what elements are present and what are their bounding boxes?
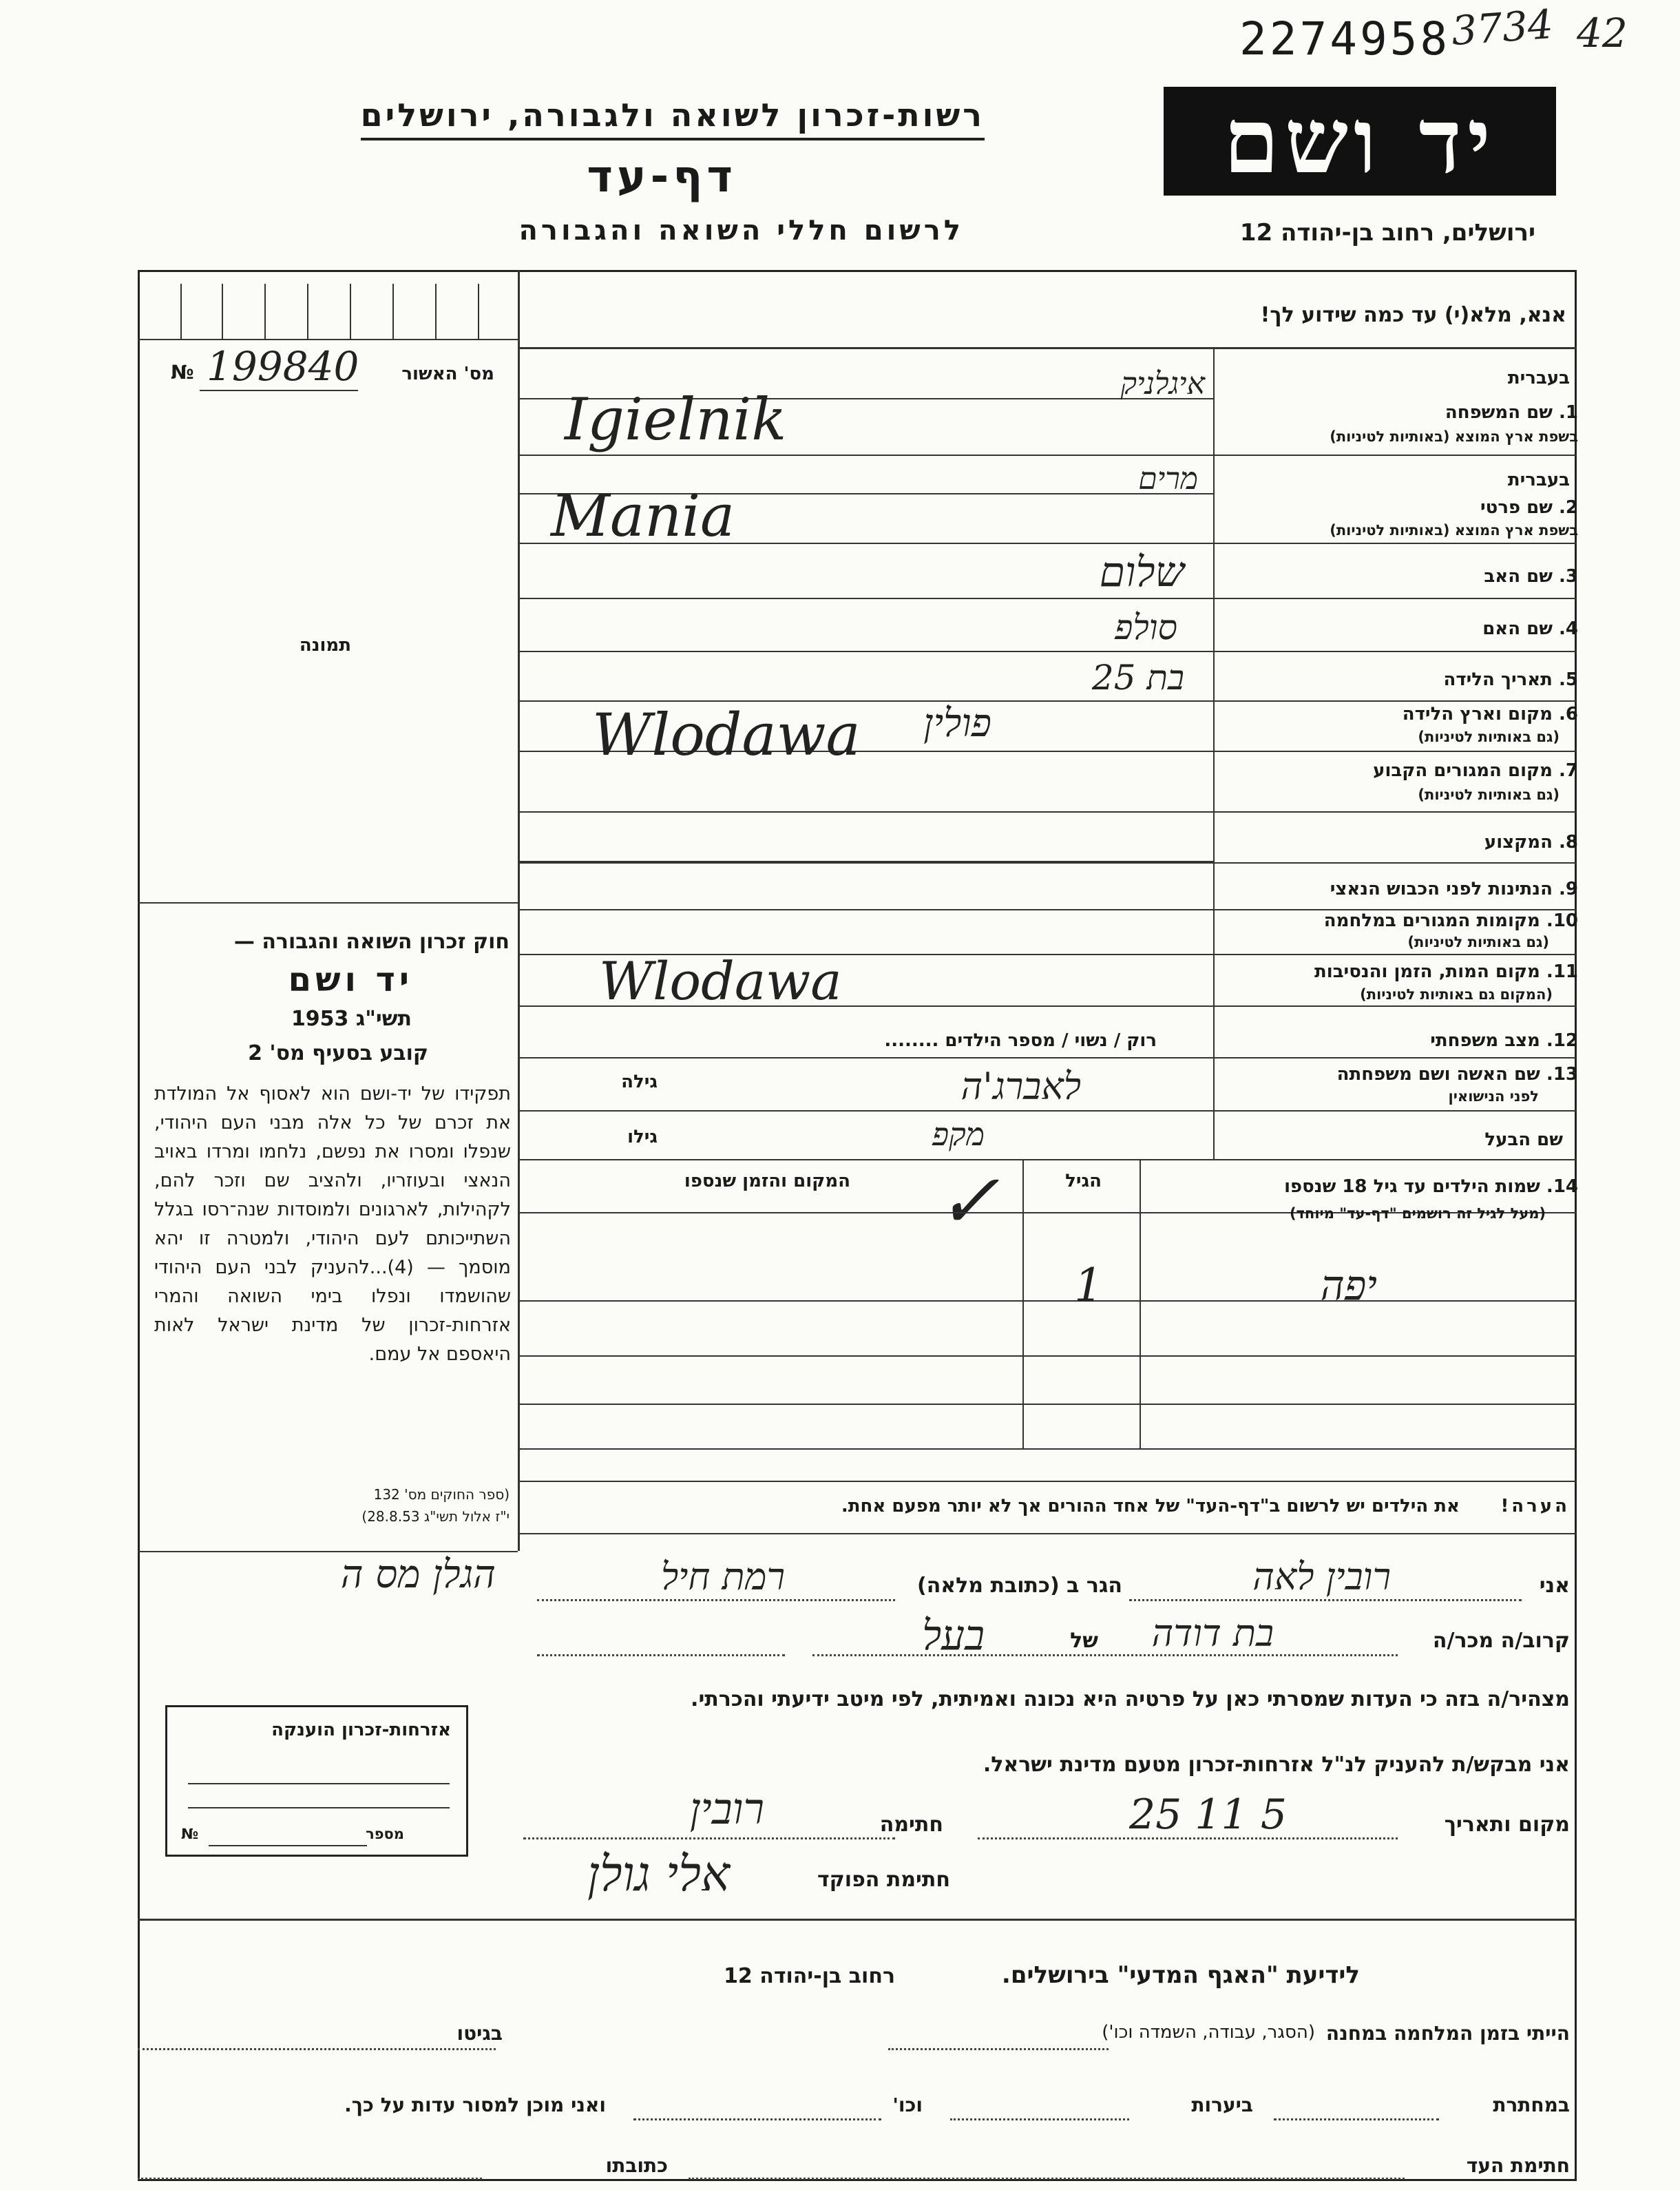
children-col-age: הגיל [1065,1171,1102,1191]
place-date-value: 25 11 5 [1129,1791,1288,1839]
child-1-age: 1 [1074,1259,1103,1312]
child-1-name: יפה [1320,1262,1377,1310]
hatch-strip-bottom [138,339,518,340]
law-name: יד ושם [288,961,413,999]
stamp-box-number-symbol: № [181,1826,199,1842]
law-title: חוק זכרון השואה והגבורה — [233,930,510,954]
declaration-of-value: בעל [922,1612,985,1660]
yad-vashem-logo [1164,87,1556,196]
law-clause: קובע בסעיף מס' 2 [248,1041,428,1065]
field-1-value-latin: Igielnik [565,386,787,453]
children-label: 14. שמות הילדים עד גיל 18 שנספו [1284,1176,1578,1197]
signature-label: חתימה [879,1813,943,1837]
officer-signature-label: חתימת הפוקד [817,1868,950,1892]
field-11-label: 11. מקום המות, הזמן והנסיבות [1314,961,1578,982]
field-1-label: 1. שם המשפחה [1445,402,1578,423]
photo-label: תמונה [299,635,351,656]
field-2-sub: בשפת ארץ המוצא (באותיות לטיניות) [1330,522,1578,539]
field-6-label: 6. מקום וארץ הלידה [1402,704,1578,724]
reference-number-handwritten-end: 42 [1577,10,1628,56]
law-text: תפקידו של יד-ושם הוא לאסוף אל המולדת את זכרם של כל אלה מבני העם היהודי, שנפלו ומסרו את נפשם, נלחמו ומרדו באויב הנאצי ובעוזריו, ולהציב שם וזכר להם, לקהילות, לארגונים ולמוסדות שנה־רסו בגלל השתייכותם לעם היהודי, ולמטרה זו יהא מוסמך — (4)...להעניק לבני העם היהודי שהושמדו ונפלו בימי השואה והמרי אזרחות-זכרון של מדינת ישראל לאות היאספם אל עמם. [154,1083,511,1365]
signature-value: רובין [689,1784,764,1834]
officer-signature-value: אלי גולן [587,1846,730,1902]
organization-name: רשות-זכרון לשואה ולגבורה, ירושלים [361,96,985,140]
field-4-label: 4. שם האם [1482,618,1578,639]
field-12-label: 12. מצב משפחתי [1430,1030,1578,1051]
footer-title: לידיעת "האגף המדעי" בירושלים. [1001,1961,1360,1989]
field-11-value-latin: Wlodawa [599,950,842,1012]
husband-name-label: שם הבעל [1484,1129,1563,1150]
declaration-i-label: אני [1539,1574,1570,1598]
declaration-i-value: רובין לאה [1252,1555,1391,1598]
field-5-value: בת 25 [1091,658,1184,698]
reference-number: 2274958 [1239,12,1451,65]
place-date-label: מקום ותאריך [1444,1813,1570,1837]
field-10-label: 10. מקומות המגורים במלחמה [1323,910,1578,931]
note-label: הערה! [1500,1496,1570,1516]
field-7-sub: (גם באותיות לטיניות) [1418,786,1560,803]
citizenship-stamp-box [165,1705,468,1857]
note-text: את הילדים יש לרשום ב"דף-העד" של אחד ההורים אך לא יותר מפעם אחת. [841,1496,1460,1516]
field-8-label: 8. המקצוע [1484,832,1578,853]
field-2-heb-tag: בעברית [1507,470,1570,490]
declaration-relative-label: קרוב/ה מכר/ה [1432,1629,1570,1653]
instruction-separator [518,347,1577,349]
footer-line1-c: בגיטו [456,2022,503,2045]
field-7-label: 7. מקום המגורים הקבוע [1373,760,1578,781]
wife-age-tag: גילה [621,1072,658,1092]
field-1-sub: בשפת ארץ המוצא (באותיות לטיניות) [1330,428,1578,445]
field-1-value-hebrew: איגלניק [1120,366,1205,402]
field-13-sub: לפני הנישואין [1448,1088,1539,1105]
page-subtitle: לרשום חללי השואה והגבורה [518,215,964,247]
footer-line2-a: במחתרת [1493,2094,1570,2116]
footer-line3-a: חתימת העד [1466,2154,1570,2177]
instruction-text: אנא, מלא(י) עד כמה שידוע לך! [1260,303,1566,327]
field-12-options: רוק / נשוי / מספר הילדים ........ [884,1030,1157,1051]
approval-number-symbol: № [171,361,194,384]
field-3-value: שלום [1099,548,1184,596]
field-6-value-hebrew: פולין [923,701,991,746]
footer-line1-a: הייתי בזמן המלחמה במחנה [1325,2022,1570,2045]
stamp-box-number-label: מספר [366,1826,404,1842]
logo-text: יד ושם [1223,88,1497,194]
hatch-strip [138,270,518,339]
declaration-of-label: של [1070,1629,1098,1653]
children-col-place: המקום והזמן שנספו [684,1171,850,1191]
husband-value: מקפ [932,1116,985,1153]
law-reference-1: (ספר החוקים מס' 132 [373,1486,510,1503]
declaration-resides-value: רמת חיל [660,1555,785,1598]
declaration-relative-value: בת דודה [1151,1612,1274,1655]
declaration-extra-handwriting: הגלן מס ה [340,1552,496,1597]
footer-line3-b: כתובתו [605,2154,668,2177]
approval-number-value: 199840 [207,343,359,390]
declaration-resides-label: הגר ב (כתובת מלאה) [916,1574,1122,1598]
law-year: תשי"ג 1953 [291,1007,412,1031]
reference-number-handwritten: 3734 [1449,0,1555,55]
footer-line2-d: ואני מוכן למסור עדות על כך. [344,2094,606,2116]
field-6-value-latin: Wlodawa [592,701,861,769]
field-4-value: סולפ [1115,607,1177,647]
left-panel-divider [518,270,520,1551]
approval-number-line [200,390,358,391]
field-2-label: 2. שם פרטי [1480,497,1578,518]
declaration-request: אני מבקש/ת להעניק לנ"ל אזרחות-זכרון מטעם מדינת ישראל. [983,1753,1570,1777]
page-title: דף-עד [587,152,737,202]
field-1-heb-tag: בעברית [1507,368,1570,388]
field-2-value-latin: Mania [551,482,735,550]
field-13-label: 13. שם האשה ושם משפחתה [1336,1064,1578,1085]
footer-line1-b: (הסגר, עבודה, השמדה וכו') [1102,2022,1315,2043]
approval-number-label: מס' האשור [401,364,494,384]
address: ירושלים, רחוב בן-יהודה 12 [1239,219,1535,247]
checkmark-icon: ✓ [936,1157,1000,1245]
husband-age-tag: גילו [627,1127,658,1147]
footer-address: רחוב בן-יהודה 12 [724,1964,895,1988]
footer-line2-c: וכו' [892,2094,923,2116]
field-6-sub: (גם באותיות לטיניות) [1418,729,1560,745]
label-column-divider [1213,347,1215,1160]
law-reference-2: י"ז אלול תשי"ג 28.8.53) [361,1508,510,1525]
field-5-label: 5. תאריך הלידה [1443,669,1578,690]
footer-separator [138,1919,1577,1921]
field-13-value: לאברג'ה [960,1065,1081,1108]
field-10-sub: (גם באותיות לטיניות) [1407,934,1549,950]
field-3-label: 3. שם האב [1484,566,1578,587]
left-panel-law-separator [138,902,518,904]
stamp-box-title: אזרחות-זכרון הוענקה [271,1720,451,1740]
field-2-value-hebrew: מרים [1138,461,1198,497]
declaration-statement: מצהיר/ה בזה כי העדות שמסרתי כאן על פרטיה היא נכונה ואמיתית, לפי מיטב ידיעתי והכרתי. [691,1687,1570,1711]
field-11-sub: (המקום גם באותיות לטיניות) [1360,986,1553,1003]
children-sub: (מעל לגיל זה רושמים "דף-עד" מיוחד) [1289,1205,1546,1222]
footer-line2-b: ביערות [1191,2094,1253,2116]
field-9-label: 9. הנתינות לפני הכבוש הנאצי [1330,879,1578,899]
